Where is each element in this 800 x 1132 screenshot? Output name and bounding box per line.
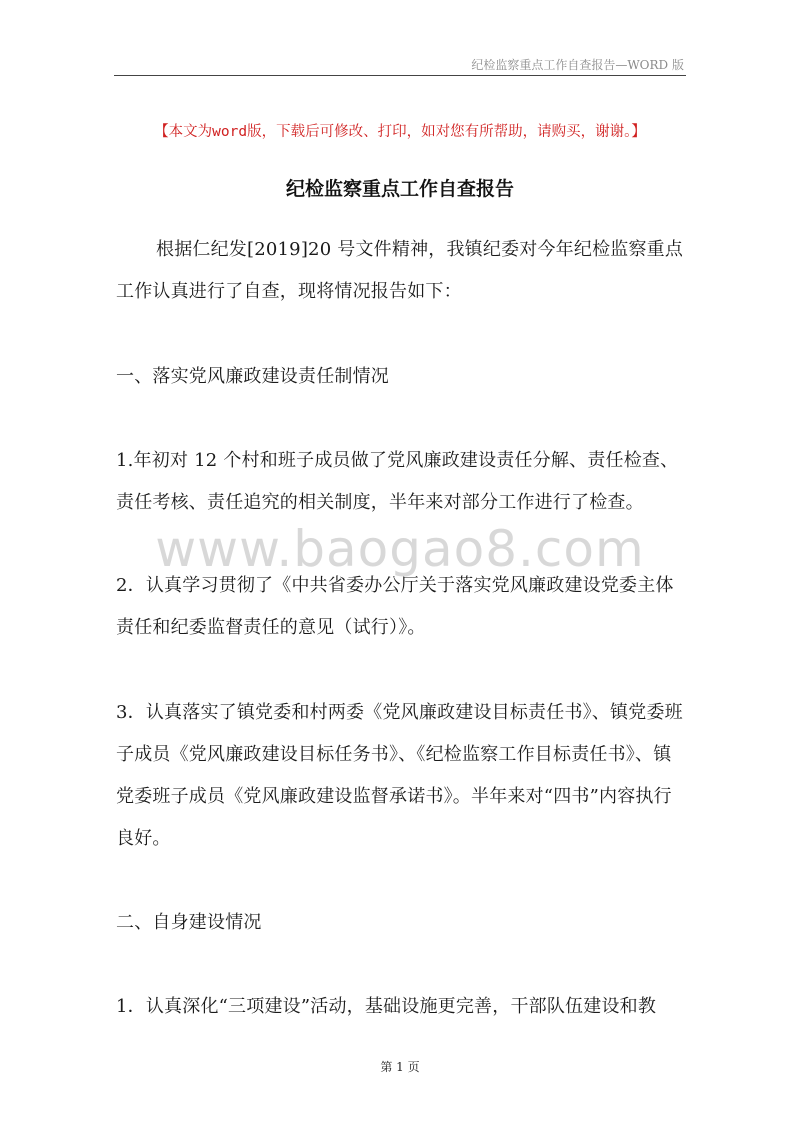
watermark-text: www.baogao8.com [155, 520, 645, 578]
header-divider [114, 75, 686, 76]
purchase-notice: 【本文为word版，下载后可修改、打印，如对您有所帮助，请购买，谢谢。】 [154, 124, 646, 140]
item-3-paragraph: 3．认真落实了镇党委和村两委《党风廉政建设目标责任书》、镇党委班子成员《党风廉政建设目标任务书》、《纪检监察工作目标责任书》、镇党委班子成员《党风廉政建设监督承诺书》。半年来对“四书”内容执行良好。 [116, 702, 683, 849]
item-1-paragraph: 1.年初对 12 个村和班子成员做了党风廉政建设责任分解、责任检查、责任考核、责任追究的相关制度，半年来对部分工作进行了检查。 [116, 450, 679, 513]
intro-paragraph: 根据仁纪发[2019]20 号文件精神，我镇纪委对今年纪检监察重点工作认真进行了自查，现将情况报告如下： [116, 239, 684, 302]
page-number: 第 1 页 [380, 1060, 420, 1074]
section-2-heading: 二、自身建设情况 [116, 912, 262, 933]
item-2-paragraph: 2．认真学习贯彻了《中共省委办公厅关于落实党风廉政建设党委主体责任和纪委监督责任的意见（试行）》。 [116, 575, 674, 638]
item-4-paragraph: 1．认真深化“三项建设”活动，基础设施更完善，干部队伍建设和教 [116, 996, 657, 1017]
section-1-heading: 一、落实党风廉政建设责任制情况 [116, 366, 389, 387]
running-header: 纪检监察重点工作自查报告—WORD 版 [471, 58, 684, 72]
document-title: 纪检监察重点工作自查报告 [285, 178, 514, 200]
